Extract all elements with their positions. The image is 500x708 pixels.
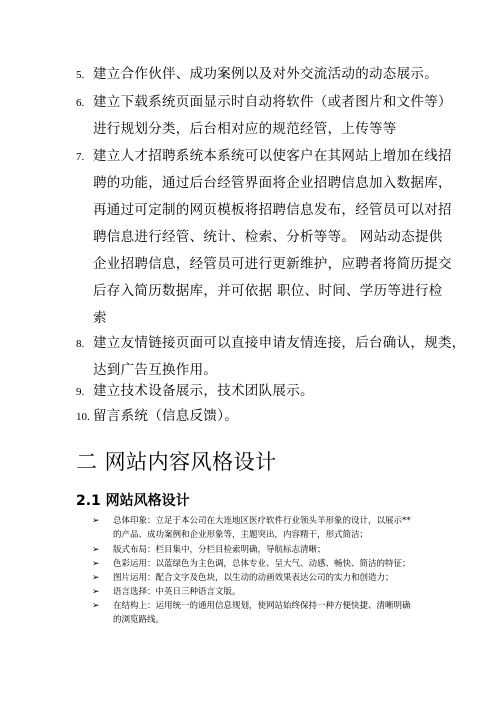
arrow-bullet-icon: ➢: [92, 545, 100, 555]
list-item-line: 进行规划分类，后台相对应的规范经管，上传等等: [93, 121, 397, 137]
arrow-bullet-icon: ➢: [92, 516, 100, 526]
list-item-line: 聘的功能，通过后台经管界面将企业招聘信息加入数据库，: [93, 175, 452, 191]
list-item-line: 建立下载系统页面显示时自动将软件（或者图片和文件等）: [93, 94, 452, 110]
list-item-line: 索: [93, 310, 107, 326]
arrow-bullet-icon: ➢: [92, 559, 100, 569]
bullet-item-line: 语言选择：中英日三种语言文版。: [113, 587, 241, 597]
section-heading: 二 网站内容风格设计: [76, 450, 277, 474]
list-item-line: 建立技术设备展示，技术团队展示。: [93, 383, 314, 399]
bullet-item-line: 的浏览路线。: [113, 615, 165, 625]
list-number: 8.: [76, 338, 85, 350]
bullet-item-line: 版式布局：栏目集中，分栏目检索明确，导航标志清晰；: [113, 545, 326, 555]
list-item-line: 再通过可定制的网页模板将招聘信息发布，经管员可以对招: [93, 202, 452, 218]
list-item-line: 企业招聘信息，经管员可进行更新维护，应聘者将简历提交: [93, 256, 452, 272]
list-item-line: 建立人才招聘系统本系统可以使客户在其网站上增加在线招: [93, 148, 452, 164]
bullet-item-line: 总体印象：立足于本公司在大连地区医疗软件行业领头羊形象的设计，以展示**: [113, 516, 411, 526]
list-item-line: 聘信息进行经管、统计、检索、分析等等。 网站动态提供: [93, 229, 443, 245]
list-number: 5.: [76, 69, 85, 81]
arrow-bullet-icon: ➢: [92, 601, 100, 611]
bullet-item-line: 的产品、成功案例和企业形象等，主题突出，内容精干，形式简洁；: [113, 530, 369, 540]
list-item-line: 达到广告互换作用。: [93, 362, 218, 378]
list-item-line: 建立友情链接页面可以直接申请友情连接，后台确认，规类，: [93, 335, 466, 351]
bullet-item-line: 色彩运用：以蓝绿色为主色调，总体专业、呈大气、动感、畅快、简洁的特征；: [113, 559, 411, 569]
list-number: 6.: [76, 97, 85, 109]
list-number: 10.: [76, 411, 90, 423]
arrow-bullet-icon: ➢: [92, 573, 100, 583]
subsection-heading: 2.1 网站风格设计: [76, 493, 190, 509]
list-item-line: 后存入简历数据库，并可依据 职位、时间、学历等进行检: [93, 283, 443, 299]
list-item-line: 建立合作伙伴、成功案例以及对外交流活动的动态展示。: [93, 66, 438, 82]
list-item-line: 留言系统（信息反馈）。: [93, 408, 239, 424]
arrow-bullet-icon: ➢: [92, 587, 100, 597]
list-number: 7.: [76, 151, 85, 163]
list-number: 9.: [76, 386, 85, 398]
bullet-item-line: 在结构上：运用统一的通用信息规划，使网站始终保持一种方便快捷、清晰明确: [113, 601, 411, 611]
bullet-item-line: 图片运用：配合文字及色块，以生动的动画效果表达公司的实力和创造力；: [113, 573, 394, 583]
